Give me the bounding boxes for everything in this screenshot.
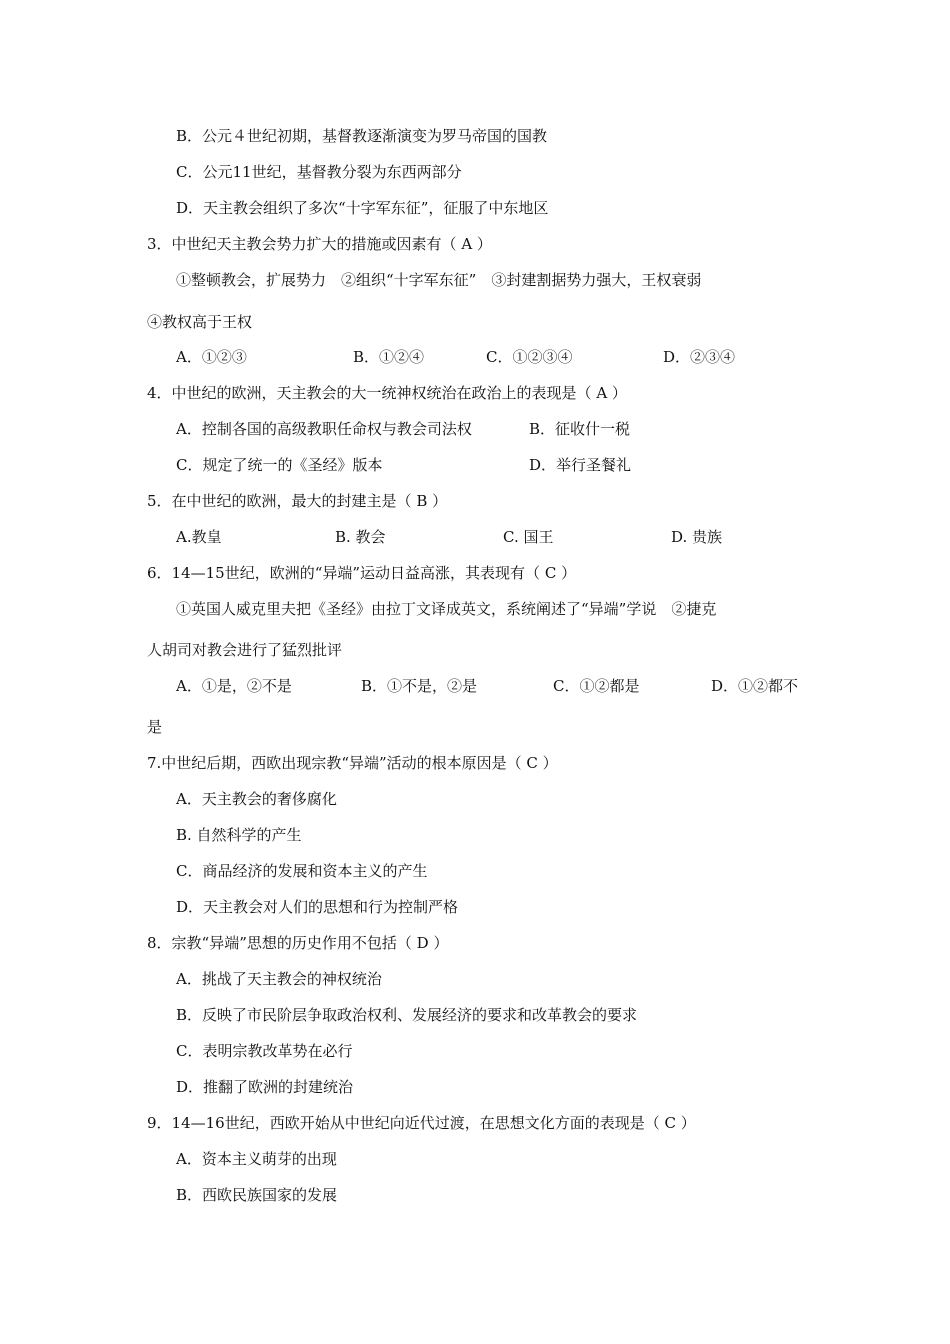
- q3-items-line2: ④教权高于王权: [147, 313, 253, 331]
- q3-option-c: C．①②③④: [486, 348, 573, 366]
- q6-option-c: C．①②都是: [553, 677, 640, 695]
- q4-option-d: D．举行圣餐礼: [529, 456, 632, 474]
- q3-option-d: D．②③④: [663, 348, 736, 366]
- q6-stem: 6．14—15世纪，欧洲的“异端”运动日益高涨，其表现有（ C ）: [147, 564, 577, 582]
- q8-option-a: A．挑战了天主教会的神权统治: [176, 970, 382, 988]
- q9-stem: 9．14—16世纪，西欧开始从中世纪向近代过渡，在思想文化方面的表现是（ C ）: [147, 1114, 696, 1132]
- q6-items-line1: ①英国人威克里夫把《圣经》由拉丁文译成英文，系统阐述了“异端”学说 ②捷克: [176, 600, 717, 618]
- q4-option-b: B．征收什一税: [529, 420, 631, 438]
- q8-option-b: B．反映了市民阶层争取政治权利、发展经济的要求和改革教会的要求: [176, 1006, 638, 1024]
- q2-option-c: C．公元11世纪，基督教分裂为东西两部分: [176, 163, 462, 181]
- q8-option-c: C．表明宗教改革势在必行: [176, 1042, 353, 1060]
- q3-items-line1: ①整顿教会，扩展势力 ②组织“十字军东征” ③封建割据势力强大，王权衰弱: [176, 271, 702, 289]
- q5-option-c: C. 国王: [503, 528, 554, 546]
- q5-option-d: D. 贵族: [671, 528, 723, 546]
- q8-option-d: D．推翻了欧洲的封建统治: [176, 1078, 354, 1096]
- q2-option-d: D．天主教会组织了多次“十字军东征”，征服了中东地区: [176, 199, 549, 217]
- q3-option-b: B．①②④: [353, 348, 425, 366]
- q6-option-b: B．①不是，②是: [361, 677, 478, 695]
- q7-option-c: C．商品经济的发展和资本主义的产生: [176, 862, 428, 880]
- q3-stem: 3．中世纪天主教会势力扩大的措施或因素有（ A ）: [147, 235, 492, 253]
- q7-option-a: A．天主教会的奢侈腐化: [176, 790, 337, 808]
- q3-option-a: A．①②③: [176, 348, 247, 366]
- q4-option-a: A．控制各国的高级教职任命权与教会司法权: [176, 420, 472, 438]
- q6-option-d: D．①②都不: [711, 677, 799, 695]
- q5-stem: 5．在中世纪的欧洲，最大的封建主是（ B ）: [147, 492, 448, 510]
- q8-stem: 8．宗教“异端”思想的历史作用不包括（ D ）: [147, 934, 449, 952]
- q5-option-a: A.教皇: [176, 528, 222, 546]
- q7-option-d: D．天主教会对人们的思想和行为控制严格: [176, 898, 459, 916]
- q7-stem: 7.中世纪后期，西欧出现宗教“异端”活动的根本原因是（ C ）: [147, 754, 558, 772]
- q7-option-b: B. 自然科学的产生: [176, 826, 302, 844]
- q4-stem: 4．中世纪的欧洲，天主教会的大一统神权统治在政治上的表现是（ A ）: [147, 384, 627, 402]
- q6-option-d-wrap: 是: [147, 718, 163, 736]
- q6-option-a: A．①是，②不是: [176, 677, 292, 695]
- q9-option-a: A．资本主义萌芽的出现: [176, 1150, 337, 1168]
- q2-option-b: B．公元４世纪初期，基督教逐渐演变为罗马帝国的国教: [176, 127, 548, 145]
- q4-option-c: C．规定了统一的《圣经》版本: [176, 456, 383, 474]
- q6-items-line2: 人胡司对教会进行了猛烈批评: [147, 641, 343, 659]
- q5-option-b: B. 教会: [335, 528, 386, 546]
- q9-option-b: B．西欧民族国家的发展: [176, 1186, 338, 1204]
